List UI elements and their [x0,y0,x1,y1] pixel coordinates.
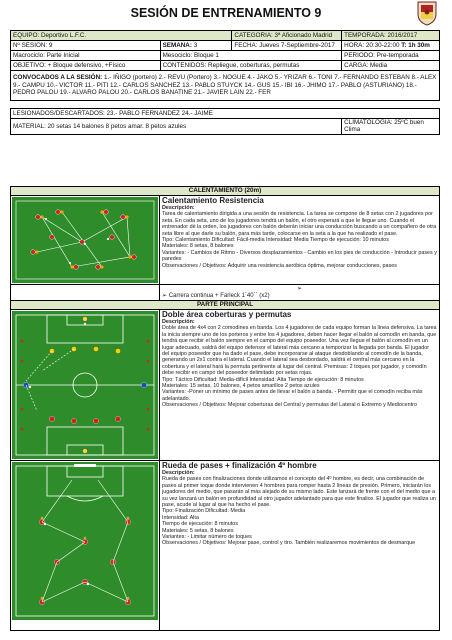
task2-diagram [12,462,158,620]
called-up-cell [11,71,440,101]
warmup-text-cell [160,196,440,285]
material-cell: MATERIAL: 20 setas 14 balones 8 petos amar. 8 petos azules [11,119,342,135]
session-title: SESIÓN DE ENTRENAMIENTO 9 [130,6,322,20]
team-cell: EQUIPO: Deportivo L.F.C. [11,31,232,41]
task1-observations: Observaciones / Objetivos: Mejorar coberturas del Central y permutas del Lateral o Extremo y Mediocentro [162,402,417,409]
session-number-value: 9 [48,41,53,49]
warmup-diagram-cell [11,196,160,285]
task1-pitch [12,311,158,459]
main-part-header: PARTE PRINCIPAL [11,301,440,310]
period-cell: PERIODO: Pre-temporada [342,51,440,61]
spacer-row [11,101,440,109]
task1-description: Doble área de 4x4 con 2 comodines en banda. Los 4 jugadores de cada equipo forman la línea defensiva. La tarea la inicia siempre uno de los porteros y entre los 4 jugadores, deben hacer llegar el balón al comodín en banda, que tendrá que recibir el balón siempre en el campo del equipo poseedor. Una vez llegue el balón al comodín en un lugar adecuado, saldrá del equipo defensor el lateral más cercano a temporizar la llegada por banda. El jugador del equipo poseedor que ha dado el pase, debe incorporarse al ataque desdoblando al comodín de la banda, generando un 2x1 contra el lateral. Cuando el lateral sea desbordado, saldrá el central más cercano en la cobertura y el lateral hará la permuta pertinente al lugar del central. Premisas: 2 toques por jugador, y comodín debe recibir en campo del poseedor delimitado por setas rojas. [162,325,437,377]
called-up-label: CONVOCADOS A LA SESIÓN: [13,74,103,82]
run-arrow-icon: ➢ [296,286,303,293]
task2-title: Rueda de pases + finalización 4º hombre [162,461,317,470]
warmup-diagram [12,197,158,283]
task2-observations: Observaciones / Objetivos: Mejorar pase, control y tiro. También realizaremos movimientos de desmarque [162,540,416,547]
load-cell: CARGA: Media [342,61,440,71]
run-bullet-icon: ➢ [162,292,168,299]
warmup-title: Calentamiento Resistencia [162,196,264,205]
task2-variants: Variantes: - Limitar número de toques [162,534,252,541]
warmup-materials: Materiales: 8 setas, 8 balones [162,243,234,250]
weather-cell: CLIMATOLOGIA: 25ºC buen Clima [342,119,440,135]
warmup-type: Tipo: Calentamiento Dificultad: Fácil-media Intensidad: Media Tiempo de ejecución: 10 minutos [162,237,389,244]
task2-text-cell [160,461,440,631]
session-plan-table [10,186,440,631]
run-text: Carrera continua + Farleck 1´40´´ (x2) [168,292,270,299]
contents-cell: CONTENIDOS: Repliegue, coberturas, permutas [160,61,342,71]
macrocycle-cell: Macrociclo: Parte Inicial [11,51,161,61]
season-cell: TEMPORADA: 2016/2017 [342,31,440,41]
warmup-observations: Observaciones / Objetivos: Adquirir una resistencia aeróbica óptima, mejorar conducciones, pases [162,262,397,269]
task1-type: Tipo: Táctico Dificultad: Media-difícil Intensidad: Alta Tiempo de ejecución: 8 minutos [162,376,364,383]
task2-desc-label: Descripción: [162,470,195,476]
club-crest-icon [416,0,438,26]
warmup-header: CALENTAMIENTO (20m) [11,187,440,196]
task2-description: Rueda de pases con finalizaciones donde utilizamos el concepto del 4º hombre, es decir, una combinación de pases al primer toque donde intervienen 4 hombres para romper hasta 2 líneas de presión. Primero, iniciarán los jugadores del medio, que pasarán al más alejado de su mismo lado. Este lanzará de frente con el del medio que a su vez lanzará un balón en profundidad al otro jugador adelantado para que este finalice. El jugador que realiza un pase, acude al lugar al que ha hecho el pase. [162,476,436,509]
week-value: 3 [193,41,198,49]
run-cell [160,285,440,301]
time-cell [342,41,440,51]
task1-diagram [12,311,158,459]
warmup-description: Tarea de calentamiento dirigida a una sesión de resistencia. La tarea se compone de 8 setas con 2 jugadores por seta. En cada seta, uno de los jugadores tendrá un balón, el otro esperará a que le llegue uno. Cuando el entrenador dé la orden, los jugadores con balón deberán iniciar una conducción buscando a un compañero de otra seta libre al que darle su balón, para más tarde, colocarse en la seta a la que ha realizado el pase. [162,211,437,237]
category-cell: CATEGORIA: 3ª Aficionado Madrid [232,31,342,41]
injured-cell: LESIONADOS/DESCARTADOS: 23.- PABLO FERNANDEZ 24.- JAIME [11,109,440,119]
task2-intensity: Intensidad: Alta [162,514,199,521]
warmup-pitch [12,197,158,283]
warmup-desc-label: Descripción: [162,205,195,211]
task1-diagram-cell [11,310,160,461]
week-label: SEMANA: [162,41,192,49]
task1-desc-label: Descripción: [162,319,195,325]
task2-diagram-cell [11,461,160,631]
task1-variants: Variantes: -Poner un mínimo de pases antes de llevar el balón a banda. - Permitir que el comodín reciba más adelantado. [162,389,423,402]
info-table [10,30,440,135]
task2-materials: Materiales: 5 setas, 8 balones [162,527,234,534]
task2-pitch [12,462,158,620]
warmup-blank-cell [11,285,160,301]
session-number-label: Nº SESION: [13,41,48,49]
objective-cell: OBJETIVO: + Bloque defensivo, +Físico [11,61,161,71]
task1-materials: Materiales: 15 setas, 10 balones, 4 petos amarillos 2 petos azules [162,383,320,390]
task2-type: Tipo: Finalización Dificultad: Media [162,508,246,515]
task2-time: Tiempo de ejecución: 8 minutos [162,521,238,528]
run-line [162,293,437,299]
warmup-variants: Variantes: - Cambios de Ritmo - Diversos desplazamientos - Cambio en los pies de conducción - Introducir pases y paredes [162,249,437,263]
called-up-list: 1.- IÑIGO (portero) 2.- REVU (Portero) 3.- NOGUE 4.- JAKO 5.- YRIZAR 6.- TONI 7.- FERNANDO ESTEBAN 8.- ALEX 9.- CAMPU 10.- VICTOR 11.- PITI 12.- CARLOS SANCHEZ 13.- PABLO STUYCK 14.- GUS 15.- IBI 16.- JHIMO 17.- PABLO (ASTURIANO) 18.- PEDRO PALOU 19.- ALVARO PALOU 20.- CARLOS BANATINE 21.- JAVIER LAIN 22.- FER [13,74,437,97]
mesocycle-cell: Mesociclo: Bloque 1 [160,51,342,61]
time-value: HORA: 20:30-22:00 [344,41,400,49]
date-cell: FECHA: Jueves 7-Septiembre-2017 [232,41,342,51]
task1-text-cell [160,310,440,461]
time-total: T: 1h 30m [401,41,430,49]
week-cell [160,41,232,51]
session-number-cell [11,41,161,51]
task1-title: Doble área coberturas y permutas [162,310,292,319]
